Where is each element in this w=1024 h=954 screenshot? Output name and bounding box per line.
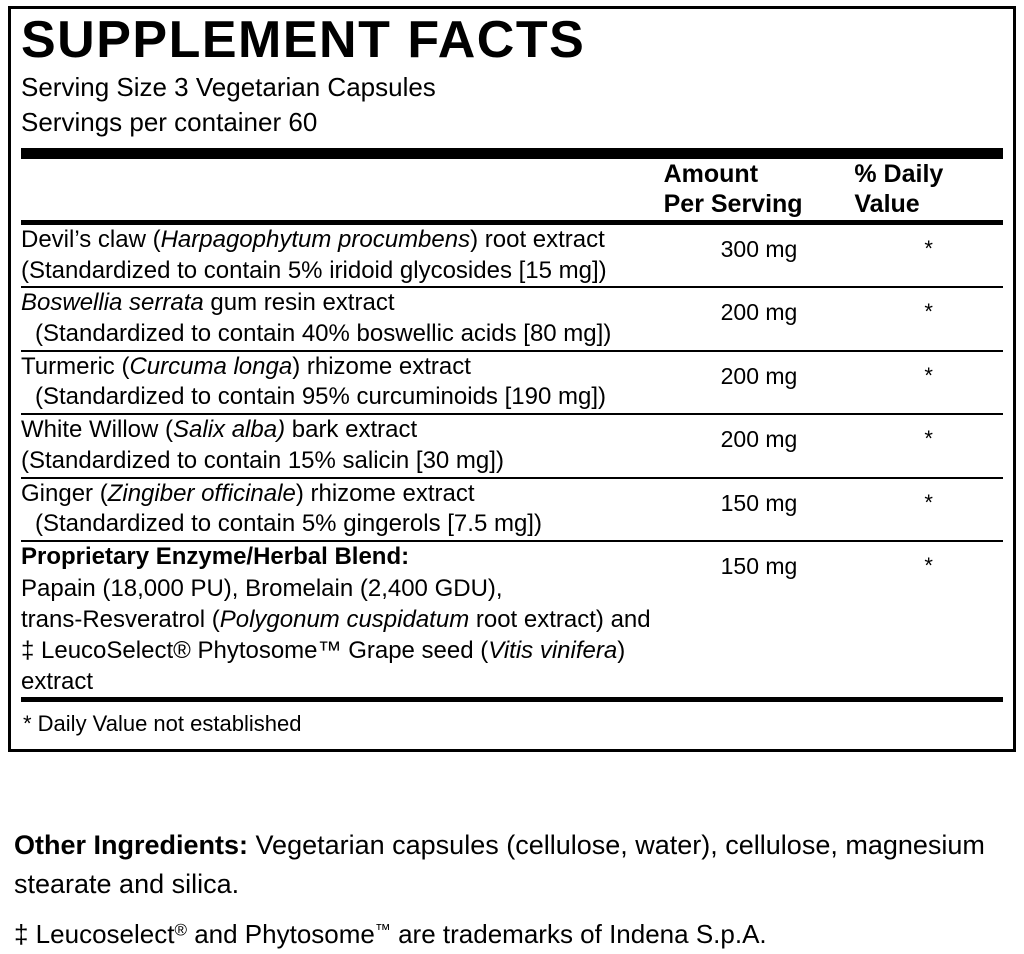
page-title: SUPPLEMENT FACTS	[21, 11, 586, 69]
table-row	[21, 225, 1003, 286]
row-ingredient	[21, 288, 664, 349]
serving-size: Serving Size 3 Vegetarian Capsules	[21, 71, 436, 102]
table-row-proprietary-blend	[21, 542, 1003, 697]
blend-title: Proprietary Enzyme/Herbal Blend:	[21, 542, 410, 570]
header-ingredient	[21, 159, 664, 220]
ingredient-standardization: (Standardized to contain 15% salicin [30 mg])	[21, 446, 504, 474]
row-ingredient	[21, 415, 664, 476]
row-amount: 150 mg	[720, 489, 798, 516]
blend-latin-name-2: Vitis vinifera	[488, 637, 618, 665]
ingredient-name: White Willow (Salix alba) bark extract	[21, 416, 418, 444]
bottom-section	[14, 826, 1014, 954]
ingredient-name: Turmeric (Curcuma longa) rhizome extract	[21, 352, 471, 380]
ingredient-latin-name: Zingiber officinale	[107, 479, 296, 507]
blend-line-1: Papain (18,000 PU), Bromelain (2,400 GDU),	[21, 574, 503, 602]
table-header-row	[21, 159, 1003, 220]
registered-trademark-symbol: ®	[174, 920, 187, 940]
divider-thick-top	[21, 148, 1003, 159]
row-ingredient	[21, 352, 664, 413]
ingredient-latin-name: Harpagophytum procumbens	[160, 225, 471, 253]
row-amount: 300 mg	[720, 235, 798, 262]
row-ingredient	[21, 225, 664, 286]
blend-daily-value: *	[924, 552, 933, 578]
table-row	[21, 415, 1003, 476]
blend-line-2: trans-Resveratrol (Polygonum cuspidatum root extract) and	[21, 605, 651, 633]
ingredient-standardization: (Standardized to contain 5% gingerols [7.5 mg])	[35, 510, 542, 538]
ingredient-standardization: (Standardized to contain 40% boswellic acids [80 mg])	[35, 319, 612, 347]
other-ingredients-label: Other Ingredients:	[14, 830, 249, 860]
row-amount: 200 mg	[720, 426, 798, 453]
blend-ingredient	[21, 542, 664, 697]
row-daily-value: *	[924, 299, 933, 325]
ingredient-latin-name: Salix alba)	[173, 416, 286, 444]
ingredient-name: Ginger (Zingiber officinale) rhizome extract	[21, 479, 475, 507]
row-amount: 200 mg	[720, 362, 798, 389]
trademark-notice: ‡ Leucoselect® and Phytosome™ are trademarks of Indena S.p.A.	[14, 919, 767, 950]
blend-latin-name-1: Polygonum cuspidatum	[219, 605, 470, 633]
row-daily-value: *	[924, 489, 933, 515]
other-ingredients-text: Vegetarian capsules (cellulose, water), cellulose, magnesium stearate and silica.	[14, 830, 985, 900]
row-daily-value: *	[924, 235, 933, 261]
ingredient-name: Devil’s claw (Harpagophytum procumbens) root extract	[21, 225, 605, 253]
nutrition-table	[21, 159, 1003, 698]
header-amount-line2: Per Serving	[663, 190, 803, 219]
blend-line-3: ‡ LeucoSelect® Phytosome™ Grape seed (Vitis vinifera) extract	[21, 637, 626, 696]
table-row	[21, 479, 1003, 540]
row-daily-value: *	[924, 362, 933, 388]
ingredient-latin-name: Boswellia serrata	[21, 289, 204, 317]
ingredient-name: Boswellia serrata gum resin extract	[21, 289, 395, 317]
row-ingredient	[21, 479, 664, 540]
header-daily-value	[854, 159, 1003, 220]
blend-amount: 150 mg	[720, 552, 798, 579]
daily-value-footnote: * Daily Value not established	[23, 711, 302, 737]
ingredient-standardization: (Standardized to contain 5% iridoid glycosides [15 mg])	[21, 256, 607, 284]
table-row	[21, 288, 1003, 349]
supplement-facts-panel	[8, 6, 1016, 752]
ingredient-latin-name: Curcuma longa	[129, 352, 293, 380]
other-ingredients	[14, 826, 1014, 904]
header-dv-line2: Value	[854, 190, 920, 219]
row-daily-value: *	[924, 426, 933, 452]
header-amount-per-serving	[664, 159, 855, 220]
header-dv-line1: % Daily	[854, 159, 944, 188]
servings-per-container: Servings per container 60	[21, 106, 318, 137]
header-amount-line1: Amount	[663, 159, 759, 188]
ingredient-standardization: (Standardized to contain 95% curcuminoids [190 mg])	[35, 383, 606, 411]
table-row	[21, 352, 1003, 413]
trademark-symbol: ™	[374, 922, 391, 940]
row-amount: 200 mg	[720, 299, 798, 326]
